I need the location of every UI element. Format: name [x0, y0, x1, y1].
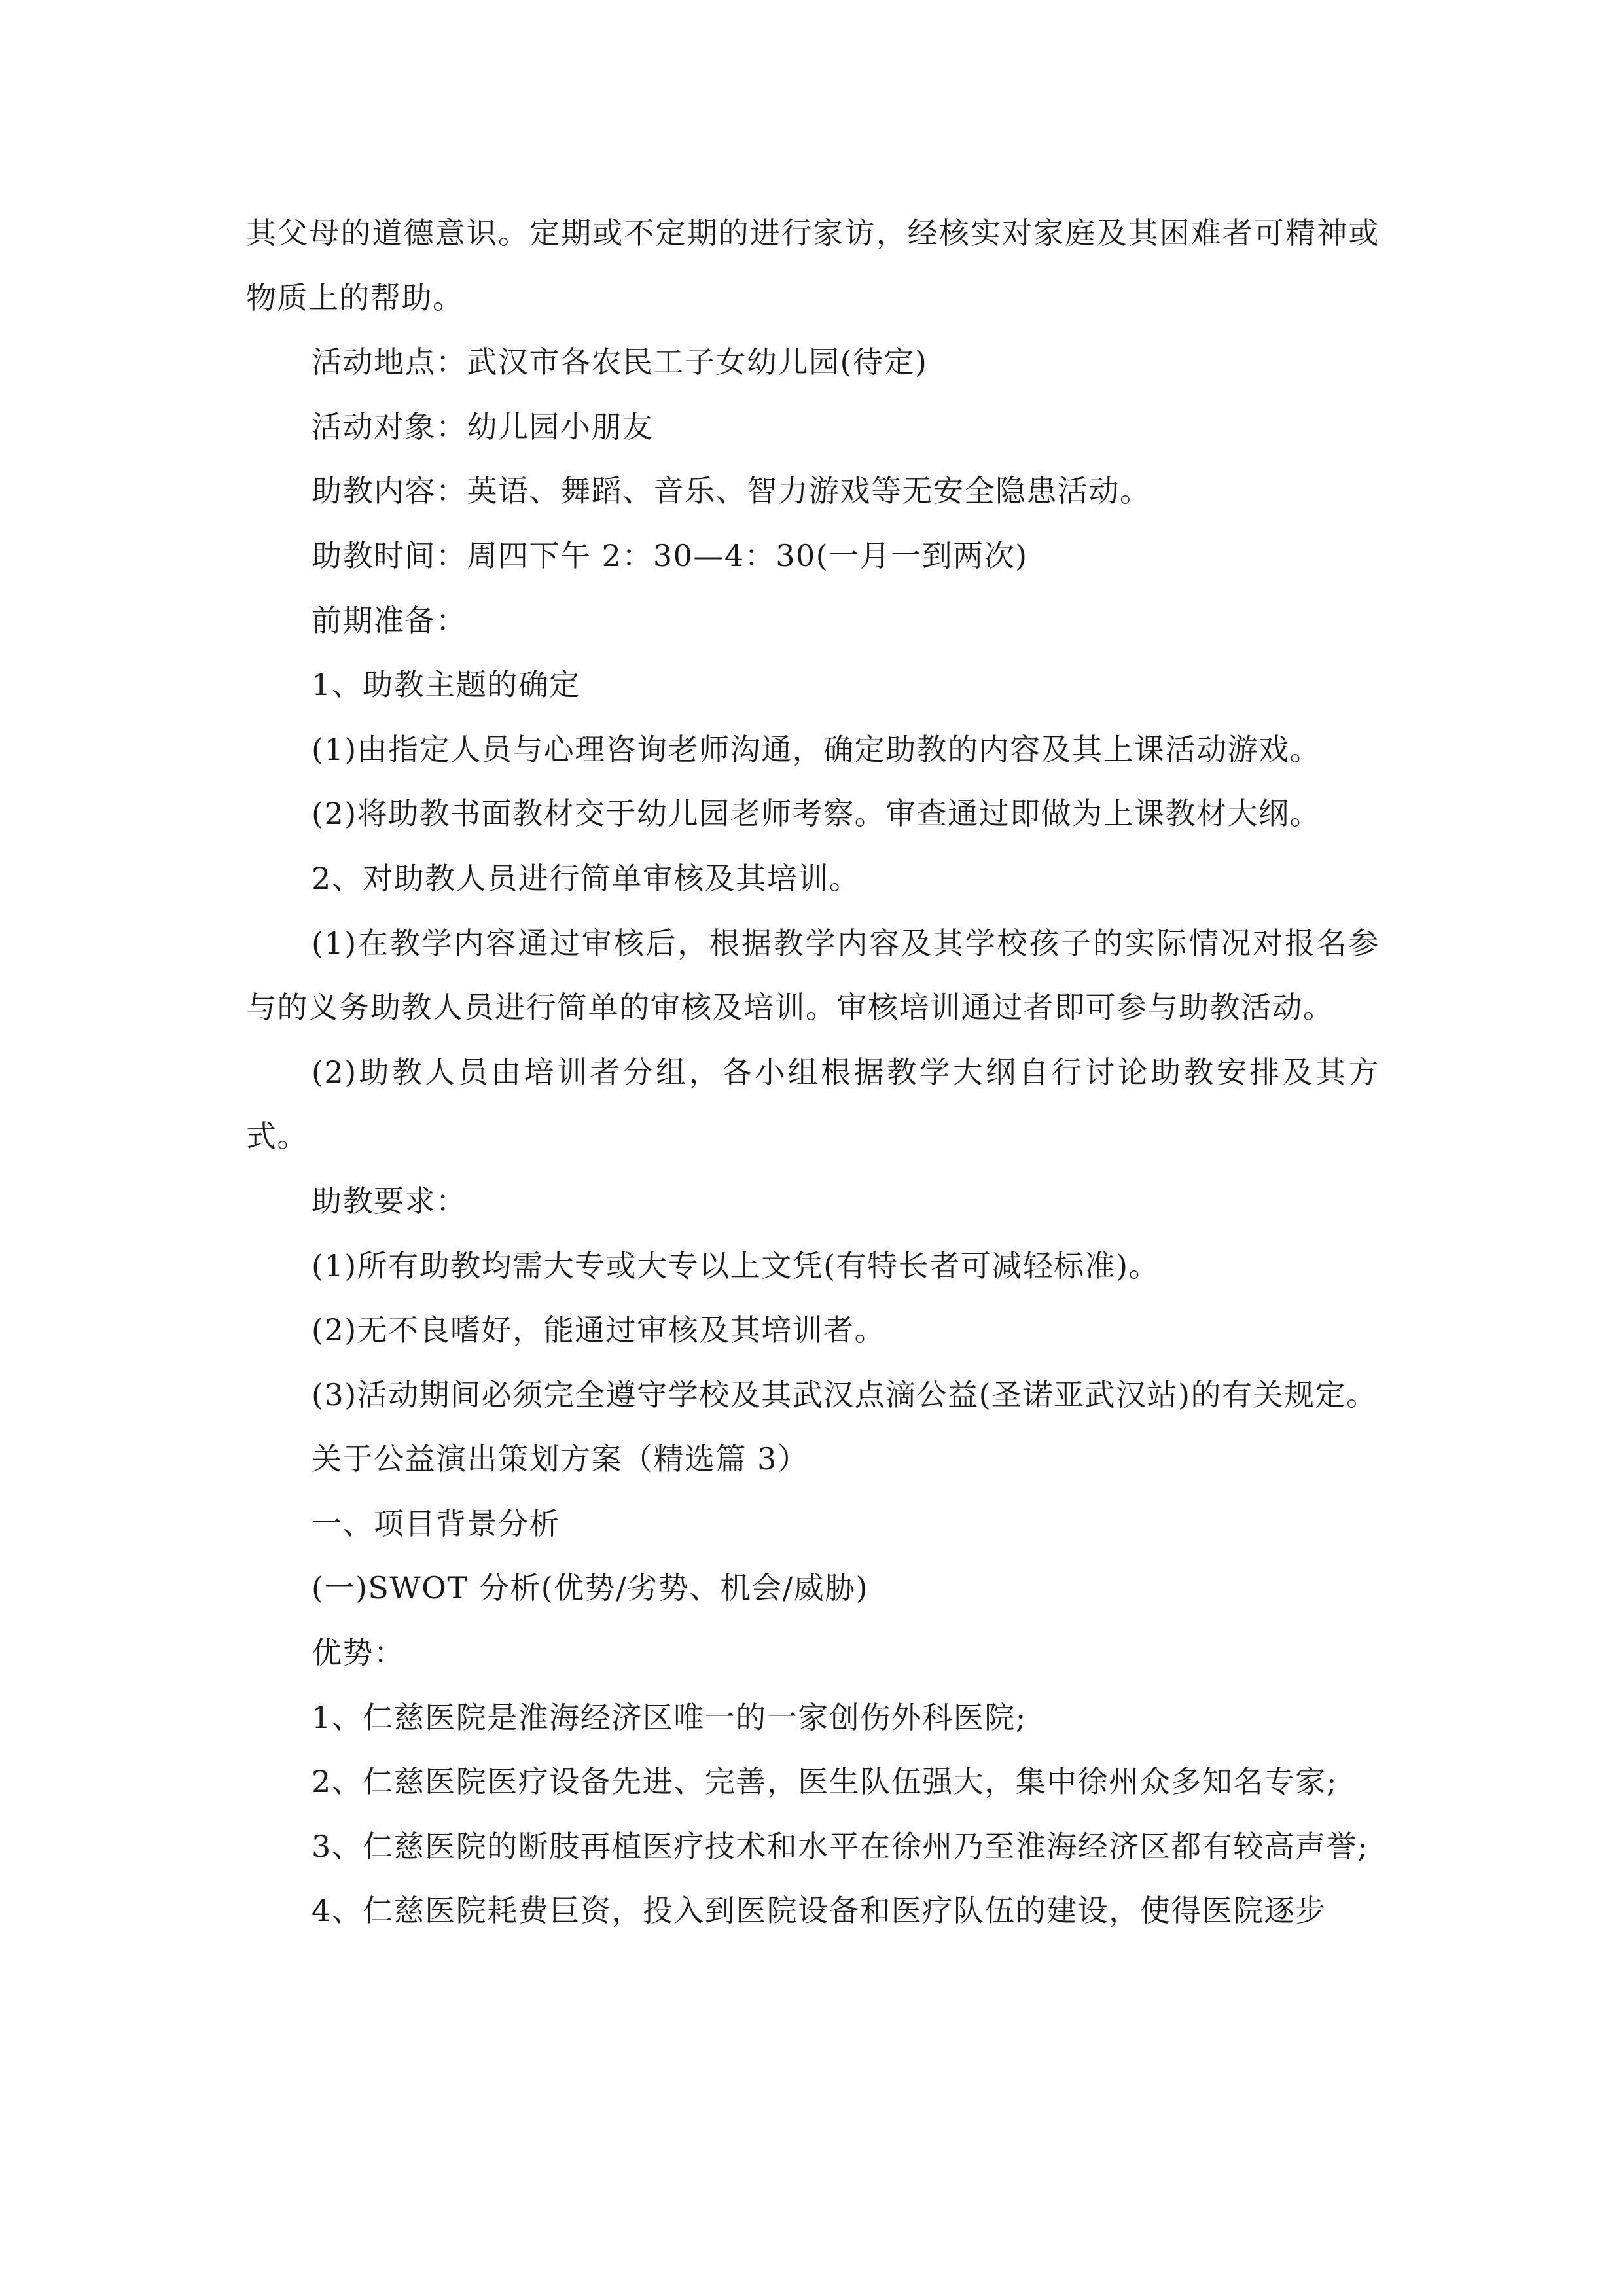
list-item: 2、仁慈医院医疗设备先进、完善，医生队伍强大，集中徐州众多知名专家;	[312, 1764, 1338, 1800]
subsection-heading: (一)SWOT 分析(优势/劣势、机会/威胁)	[312, 1570, 869, 1606]
paragraph: 活动对象：幼儿园小朋友	[312, 408, 654, 444]
paragraph: 助教内容：英语、舞蹈、音乐、智力游戏等无安全隐患活动。	[312, 473, 1151, 509]
list-item: (1)由指定人员与心理咨询老师沟通，确定助教的内容及其上课活动游戏。	[312, 731, 1321, 767]
paragraph: 其父母的道德意识。定期或不定期的进行家访，经核实对家庭及其困难者可精神或物质上的帮助。	[246, 215, 1380, 315]
document-body	[246, 201, 1380, 1943]
section-heading: 优势：	[312, 1635, 405, 1671]
list-item: (1)所有助教均需大专或大专以上文凭(有特长者可减轻标准)。	[312, 1247, 1160, 1283]
list-item: 1、仁慈医院是淮海经济区唯一的一家创伤外科医院;	[312, 1699, 1027, 1735]
list-item: 2、对助教人员进行简单审核及其培训。	[312, 860, 861, 896]
paragraph: 活动地点：武汉市各农民工子女幼儿园(待定)	[312, 344, 928, 380]
section-heading: 一、项目背景分析	[312, 1505, 560, 1541]
list-item: (1)在教学内容通过审核后，根据教学内容及其学校孩子的实际情况对报名参与的义务助教人员进行简单的审核及培训。审核培训通过者即可参与助教活动。	[246, 925, 1380, 1026]
list-item: (2)助教人员由培训者分组，各小组根据教学大纲自行讨论助教安排及其方式。	[246, 1054, 1380, 1155]
paragraph: 助教时间：周四下午 2：30—4：30(一月一到两次)	[312, 537, 1028, 573]
list-item: (2)将助教书面教材交于幼儿园老师考察。审查通过即做为上课教材大纲。	[312, 796, 1321, 832]
article-title: 关于公益演出策划方案（精选篇 3）	[312, 1441, 809, 1477]
list-item: (2)无不良嗜好，能通过审核及其培训者。	[312, 1312, 886, 1348]
list-item: (3)活动期间必须完全遵守学校及其武汉点滴公益(圣诺亚武汉站)的有关规定。	[312, 1376, 1378, 1412]
list-item: 1、助教主题的确定	[312, 667, 580, 703]
section-heading: 助教要求：	[312, 1183, 467, 1219]
section-heading: 前期准备：	[312, 602, 467, 638]
list-item: 3、仁慈医院的断肢再植医疗技术和水平在徐州乃至淮海经济区都有较高声誉;	[312, 1828, 1369, 1864]
list-item: 4、仁慈医院耗费巨资，投入到医院设备和医疗队伍的建设，使得医院逐步	[312, 1893, 1327, 1929]
